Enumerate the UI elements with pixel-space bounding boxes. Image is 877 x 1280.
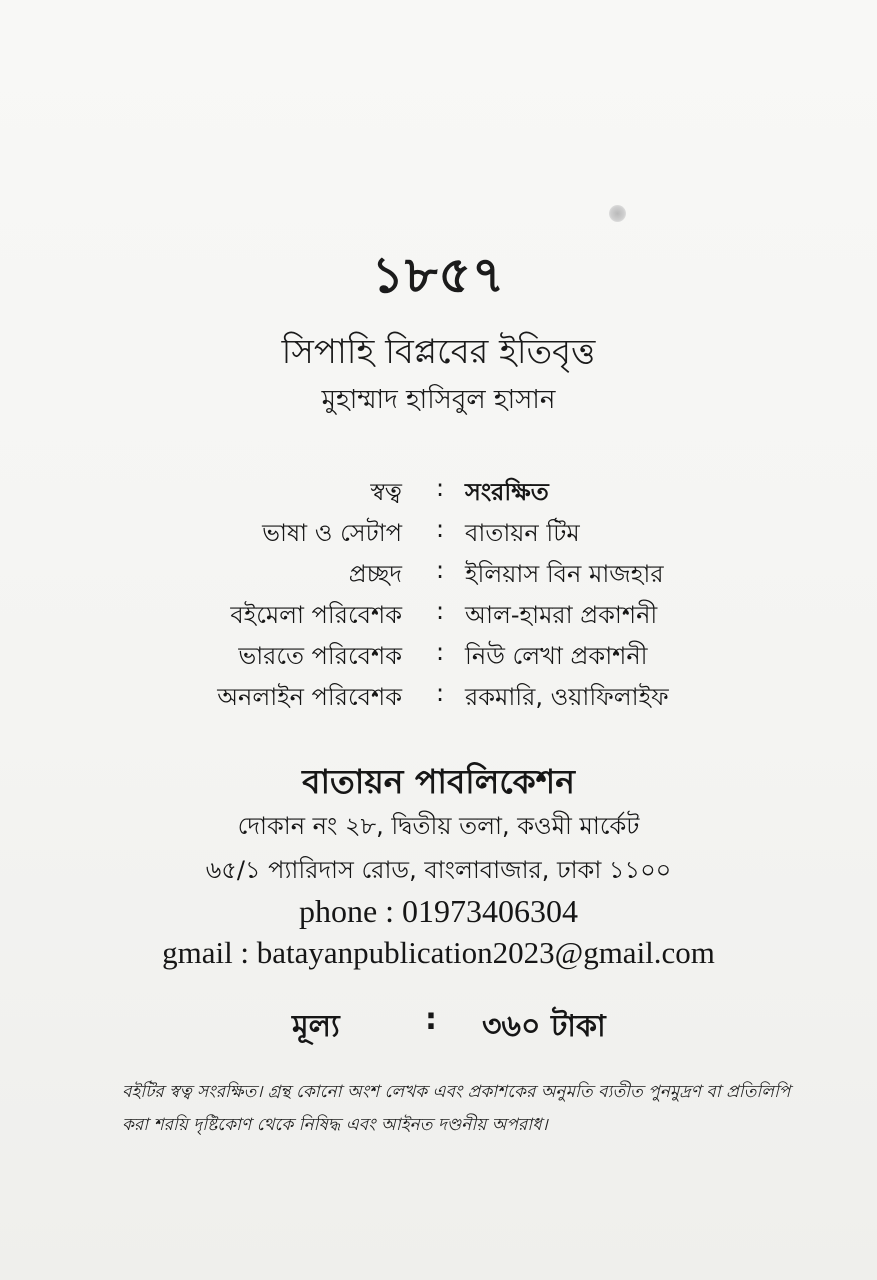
credit-separator: : bbox=[436, 556, 445, 584]
price-label: মূল্য bbox=[292, 1009, 340, 1044]
credit-separator: : bbox=[436, 638, 445, 666]
price-value: ৩৬০ টাকা bbox=[482, 1009, 606, 1044]
credit-separator: : bbox=[436, 474, 445, 502]
credit-label: ভারতে পরিবেশক bbox=[238, 642, 402, 670]
credit-value: ইলিয়াস বিন মাজহার bbox=[465, 560, 664, 588]
credit-separator: : bbox=[436, 597, 445, 625]
credit-row-rights bbox=[0, 470, 877, 511]
credit-label: স্বত্ব bbox=[370, 478, 402, 506]
credit-separator: : bbox=[436, 679, 445, 707]
publisher-address-line1: দোকান নং ২৮, দ্বিতীয় তলা, কওমী মার্কেট bbox=[237, 812, 640, 840]
copyright-notice: বইটির স্বত্ব সংরক্ষিত। গ্রন্থ কোনো অংশ লেখক এবং প্রকাশকের অনুমতি ব্যতীত পুনমুদ্রণ বা প্রতিলিপি করা শরয়ি দৃষ্টিকোণ থেকে নিষিদ্ধ এবং আইনত দণ্ডনীয় অপরাধ। bbox=[122, 1082, 791, 1135]
book-title: সিপাহি বিপ্লবের ইতিবৃত্ত bbox=[281, 332, 596, 372]
credits-list bbox=[0, 470, 877, 716]
credit-value: বাতায়ন টিম bbox=[465, 519, 580, 547]
credit-row-india-distributor bbox=[0, 634, 877, 675]
credit-row-cover bbox=[0, 552, 877, 593]
credit-separator: : bbox=[436, 515, 445, 543]
credit-value: আল-হামরা প্রকাশনী bbox=[465, 601, 658, 629]
paper-smudge bbox=[609, 205, 626, 222]
publisher-name: বাতায়ন পাবলিকেশন bbox=[302, 762, 575, 801]
credit-row-setup bbox=[0, 511, 877, 552]
price-row bbox=[0, 1000, 877, 1050]
credit-label: বইমেলা পরিবেশক bbox=[230, 601, 402, 629]
credit-label: প্রচ্ছদ bbox=[348, 560, 402, 588]
credit-value: নিউ লেখা প্রকাশনী bbox=[465, 642, 648, 670]
price-separator: : bbox=[425, 1002, 437, 1037]
credit-row-online-distributor bbox=[0, 675, 877, 716]
credit-row-fair-distributor bbox=[0, 593, 877, 634]
credit-value: রকমারি, ওয়াফিলাইফ bbox=[465, 683, 669, 711]
credit-label: অনলাইন পরিবেশক bbox=[217, 683, 402, 711]
credit-label: ভাষা ও সেটাপ bbox=[262, 519, 402, 547]
book-year: ১৮৫৭ bbox=[371, 246, 506, 304]
publisher-phone: phone : 01973406304 bbox=[298, 893, 579, 929]
credit-value: সংরক্ষিত bbox=[465, 478, 549, 506]
publisher-email: gmail : batayanpublication2023@gmail.com bbox=[162, 935, 715, 970]
publisher-address-line2: ৬৫/১ প্যারিদাস রোড, বাংলাবাজার, ঢাকা ১১০০ bbox=[205, 856, 672, 884]
book-author: মুহাম্মাদ হাসিবুল হাসান bbox=[321, 385, 556, 415]
